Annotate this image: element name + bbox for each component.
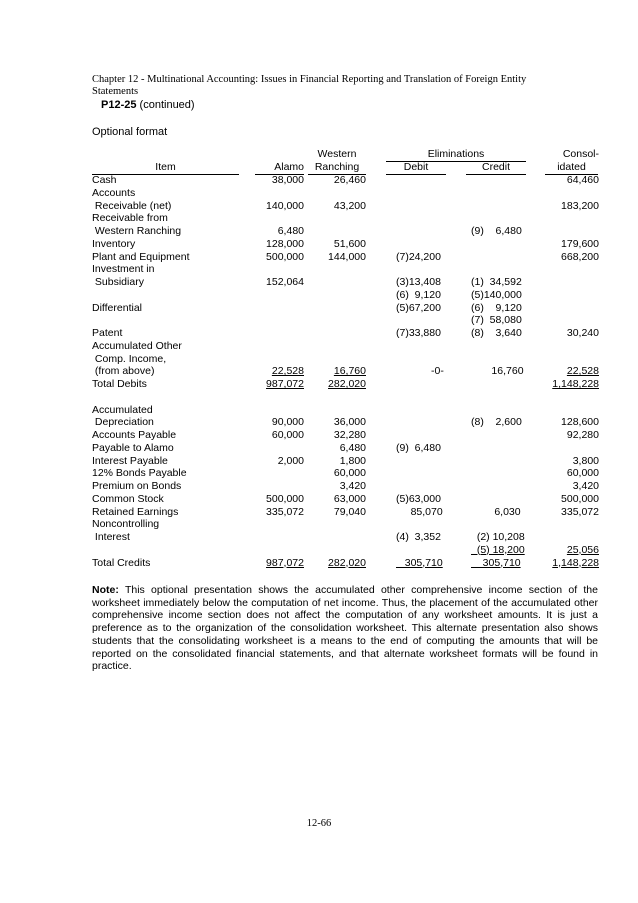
note-text: This optional presentation shows the accumulated other comprehensive income section of the worksheet immediately below the computation of net income. Thus, the placement of the accumulated other comprehensive income section does not affect the computation of any worksheet amounts. It is just a preference as to the organization of the consolidation worksheet. This alternate presentation also shows students that the consolidating worksheet is a means to the end of computing the amounts that will be reported on the consolidated financial statements, and that alternate worksheet formats will be found in practice.	[92, 584, 598, 673]
row-alamo: 6,480	[277, 225, 304, 237]
row-consolidated: 92,280	[566, 429, 599, 441]
row-debit: (7)33,880	[396, 327, 441, 339]
row-consolidated: 3,800	[572, 454, 599, 467]
row-credit: 16,760	[471, 365, 524, 378]
row-alamo: 38,000	[271, 174, 304, 186]
row-western: 79,040	[333, 505, 366, 518]
table-row	[0, 251, 638, 264]
row-item: Receivable from	[92, 212, 168, 225]
row-alamo: 2,000	[277, 454, 304, 467]
table-row	[0, 506, 638, 519]
row-credit: (8) 3,640	[471, 327, 522, 339]
row-credit: (5)140,000	[471, 288, 522, 301]
row-item: Depreciation	[92, 416, 154, 429]
row-item: Accumulated	[92, 403, 153, 416]
table-row	[0, 557, 638, 570]
row-western: 63,000	[333, 492, 366, 505]
row-item: Cash	[92, 174, 117, 186]
row-western: 16,760	[333, 365, 366, 378]
page-number: 12-66	[306, 818, 332, 829]
table-row	[0, 493, 638, 506]
row-credit: (9) 6,480	[471, 225, 522, 237]
col-header-credit: Credit	[466, 161, 526, 175]
row-item: Payable to Alamo	[92, 441, 174, 454]
table-row	[0, 200, 638, 213]
row-credit: (5) 18,200	[471, 543, 525, 556]
problem-suffix: (continued)	[139, 99, 195, 111]
row-item: Differential	[92, 301, 142, 314]
row-consolidated: 30,240	[566, 327, 599, 339]
table-row	[0, 467, 638, 480]
col-header-consol-2: idated	[545, 161, 598, 175]
row-item: Total Credits	[92, 556, 151, 569]
row-western: 6,480	[339, 441, 366, 454]
table-row	[0, 314, 638, 327]
row-western: 282,020	[328, 378, 366, 390]
table-row	[0, 404, 638, 417]
row-item: Inventory	[92, 237, 136, 250]
chapter-heading: Chapter 12 - Multinational Accounting: Issues in Financial Reporting and Translation of Foreign Entity Statements	[92, 74, 527, 97]
col-header-item: Item	[92, 161, 239, 175]
table-row	[0, 455, 638, 468]
row-consolidated: 60,000	[566, 467, 599, 480]
row-item: Subsidiary	[92, 276, 144, 288]
row-alamo: 500,000	[266, 492, 304, 505]
note-paragraph	[92, 584, 598, 673]
row-alamo: 22,528	[271, 365, 304, 378]
row-western: 36,000	[333, 416, 366, 429]
row-western: 32,280	[333, 429, 366, 441]
row-consolidated: 668,200	[561, 250, 599, 263]
row-item: Accumulated Other	[92, 339, 182, 352]
row-consolidated: 179,600	[561, 237, 599, 250]
row-credit: (1) 34,592	[471, 276, 522, 288]
format-label: Optional format	[92, 126, 168, 138]
row-item: Western Ranching	[92, 225, 182, 237]
row-alamo: 335,072	[266, 505, 304, 518]
row-debit: (4) 3,352	[396, 531, 441, 543]
row-consolidated: 1,148,228	[552, 378, 599, 390]
row-alamo: 987,072	[266, 378, 304, 390]
note-label: Note:	[92, 584, 119, 596]
row-item: Accounts	[92, 186, 136, 199]
row-item: Accounts Payable	[92, 429, 177, 441]
table-row	[0, 378, 638, 391]
table-row	[0, 340, 638, 353]
row-alamo: 90,000	[271, 416, 304, 429]
row-western: 43,200	[333, 199, 366, 212]
row-debit: 85,070	[396, 505, 443, 518]
row-consolidated: 183,200	[561, 199, 599, 212]
row-item: Noncontrolling	[92, 518, 160, 531]
table-row	[0, 544, 638, 557]
table-row	[0, 289, 638, 302]
row-debit: (3)13,408	[396, 276, 441, 288]
row-consolidated: 25,056	[566, 543, 599, 556]
row-debit: (9) 6,480	[396, 441, 441, 454]
row-debit: -0-	[396, 365, 444, 378]
table-row	[0, 429, 638, 442]
row-debit: 305,710	[396, 556, 443, 569]
row-item: Premium on Bonds	[92, 480, 182, 492]
col-header-consol-1: Consol-	[562, 148, 599, 160]
row-western: 60,000	[333, 467, 366, 480]
row-item: Comp. Income,	[92, 352, 167, 365]
row-credit: 305,710	[471, 556, 521, 569]
row-item: Plant and Equipment	[92, 250, 190, 263]
row-item: Receivable (net)	[92, 199, 172, 212]
row-debit: (5)67,200	[396, 301, 441, 314]
row-item: Interest Payable	[92, 454, 168, 467]
table-row	[0, 353, 638, 366]
row-western: 26,460	[333, 174, 366, 186]
table-row	[0, 365, 638, 378]
row-alamo: 987,072	[266, 556, 304, 569]
row-item: Interest	[92, 531, 130, 543]
row-western: 51,600	[333, 237, 366, 250]
col-header-western-1: Western	[317, 148, 357, 160]
row-alamo: 152,064	[266, 276, 304, 288]
row-consolidated: 64,460	[566, 174, 599, 186]
row-debit: (7)24,200	[396, 250, 441, 263]
table-row	[0, 480, 638, 493]
table-row	[0, 416, 638, 429]
row-consolidated: 22,528	[566, 365, 599, 378]
table-row	[0, 225, 638, 238]
table-row	[0, 174, 638, 187]
row-consolidated: 3,420	[572, 480, 599, 492]
table-row	[0, 531, 638, 544]
row-western: 282,020	[328, 556, 366, 569]
row-debit: (6) 9,120	[396, 288, 441, 301]
row-alamo: 128,000	[266, 237, 304, 250]
row-item: Common Stock	[92, 492, 164, 505]
row-credit: (7) 58,080	[471, 314, 522, 327]
table-row	[0, 276, 638, 289]
row-item: (from above)	[92, 365, 155, 378]
row-credit: 6,030	[471, 505, 521, 518]
table-row	[0, 187, 638, 200]
table-row	[0, 391, 638, 404]
table-row	[0, 518, 638, 531]
table-row	[0, 212, 638, 225]
row-item: 12% Bonds Payable	[92, 467, 187, 480]
table-row	[0, 327, 638, 340]
row-consolidated: 1,148,228	[552, 556, 599, 569]
row-alamo: 60,000	[271, 429, 304, 441]
row-consolidated: 335,072	[561, 505, 599, 518]
row-debit: (5)63,000	[396, 492, 441, 505]
row-credit: (8) 2,600	[471, 416, 522, 429]
row-item: Investment in	[92, 263, 155, 276]
table-row	[0, 263, 638, 276]
row-western: 3,420	[339, 480, 366, 492]
table-row	[0, 302, 638, 315]
row-credit: (6) 9,120	[471, 301, 522, 314]
row-alamo: 140,000	[266, 199, 304, 212]
row-consolidated: 128,600	[561, 416, 599, 429]
row-item: Patent	[92, 327, 123, 339]
row-western: 144,000	[328, 250, 366, 263]
col-header-alamo: Alamo	[255, 161, 304, 175]
col-header-eliminations: Eliminations	[386, 148, 526, 162]
row-item: Total Debits	[92, 378, 147, 390]
col-header-western-2: Ranching	[308, 161, 366, 175]
row-consolidated: 500,000	[561, 492, 599, 505]
row-item: Retained Earnings	[92, 505, 179, 518]
problem-heading	[101, 99, 195, 111]
row-western: 1,800	[339, 454, 366, 467]
table-row	[0, 442, 638, 455]
table-row	[0, 238, 638, 251]
problem-id: P12-25	[101, 99, 137, 111]
row-alamo: 500,000	[266, 250, 304, 263]
col-header-debit: Debit	[386, 161, 446, 175]
row-credit: (2) 10,208	[471, 531, 525, 543]
